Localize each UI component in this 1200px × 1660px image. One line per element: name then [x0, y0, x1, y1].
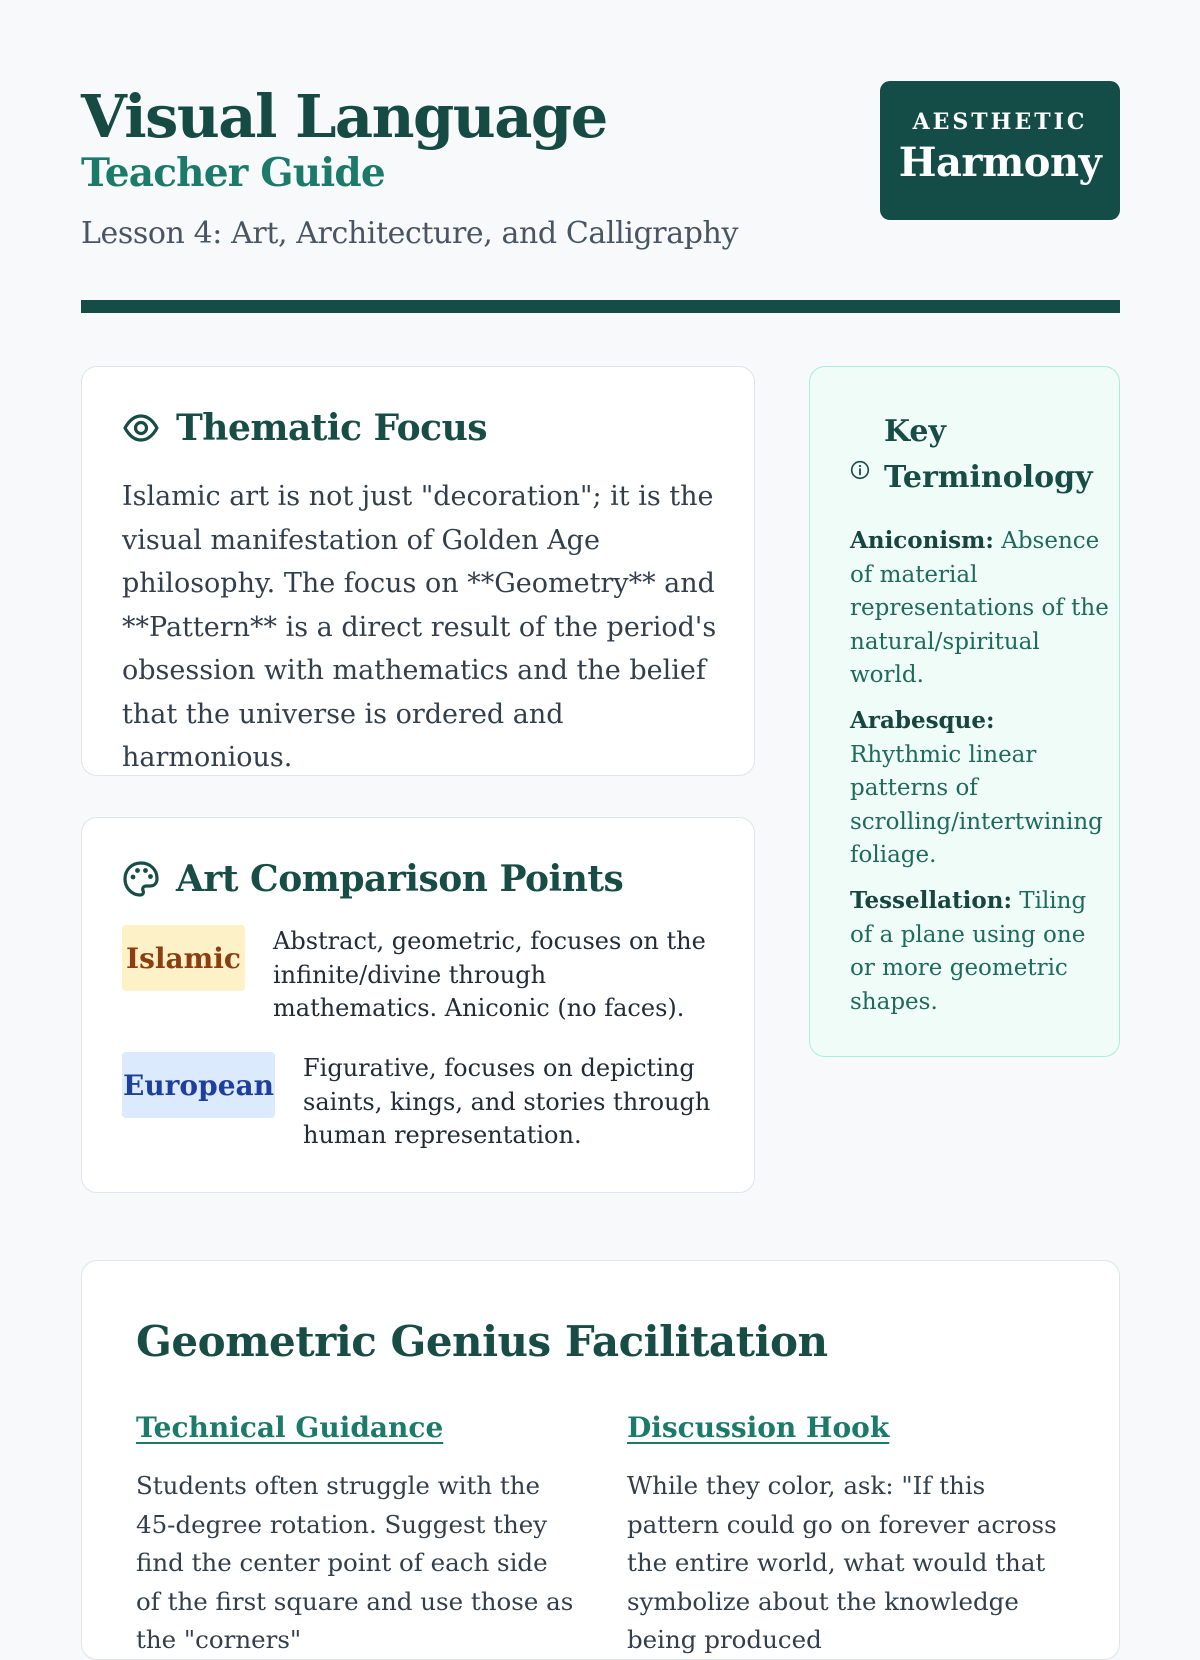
term-aniconism: [850, 524, 1110, 693]
art-comparison-card: [81, 817, 755, 1193]
key-terminology-heading: [850, 409, 1094, 501]
badge-label: AESTHETIC: [912, 109, 1088, 135]
art-comparison-title: Art Comparison Points: [176, 858, 624, 900]
page-title: Visual Language: [81, 82, 607, 151]
term-name: Arabesque:: [850, 707, 995, 734]
comparison-row-islamic: [122, 925, 713, 1026]
key-terminology-title: Key Terminology: [884, 414, 1093, 495]
thematic-focus-heading: [122, 407, 487, 449]
thematic-focus-card: [81, 366, 755, 776]
palette-icon: [122, 860, 160, 898]
term-name: Tessellation:: [850, 887, 1012, 914]
thematic-focus-title: Thematic Focus: [176, 407, 488, 449]
technical-guidance-text: Students often struggle with the 45-degree rotation. Suggest they find the center point of each side of the first square and use those as the "corners": [136, 1471, 574, 1654]
term-name: Aniconism:: [850, 527, 994, 554]
lesson-label: Lesson 4: Art, Architecture, and Calligraphy: [81, 216, 739, 251]
eye-icon: [122, 409, 160, 447]
european-description: Figurative, focuses on depicting saints, kings, and stories through human representation.: [303, 1054, 711, 1149]
info-icon: [850, 448, 870, 468]
key-terminology-card: [809, 366, 1120, 1057]
discussion-hook-column: [627, 1411, 1067, 1660]
teacher-guide-page: [81, 0, 1120, 1654]
header: [81, 0, 1120, 320]
discussion-hook-heading: Discussion Hook: [627, 1411, 890, 1444]
art-comparison-heading: [122, 858, 623, 900]
thematic-focus-body: Islamic art is not just "decoration"; it is the visual manifestation of Golden Age philosophy. The focus on **Geometry** and **Pattern** is a direct result of the period's obsession with mathematics and the belief that the universe is ordered and harmonious.: [122, 481, 717, 773]
header-divider: [81, 300, 1120, 313]
islamic-description: Abstract, geometric, focuses on the infinite/divine through mathematics. Aniconic (no faces).: [273, 927, 706, 1022]
comparison-row-european: [122, 1052, 713, 1153]
term-arabesque: [850, 704, 1110, 873]
term-definition: Rhythmic linear patterns of scrolling/intertwining foliage.: [850, 741, 1103, 868]
facilitation-title: Geometric Genius Facilitation: [136, 1317, 828, 1366]
technical-guidance-column: [136, 1411, 576, 1660]
page-subtitle: Teacher Guide: [81, 150, 385, 196]
term-tessellation: [850, 884, 1110, 1019]
technical-guidance-heading: Technical Guidance: [136, 1411, 444, 1444]
term-definition: Absence of material representations of the natural/spiritual world.: [850, 528, 1109, 688]
european-tag: European: [122, 1052, 275, 1118]
discussion-hook-text: While they color, ask: "If this pattern could go on forever across the entire world, what would that symbolize about the knowledge being produced: [627, 1471, 1057, 1654]
badge-value: Harmony: [898, 139, 1102, 186]
term-definition: Tiling of a plane using one or more geometric shapes.: [850, 888, 1087, 1015]
facilitation-card: [81, 1260, 1120, 1660]
islamic-tag: Islamic: [122, 925, 245, 991]
aesthetic-badge: [880, 81, 1120, 220]
